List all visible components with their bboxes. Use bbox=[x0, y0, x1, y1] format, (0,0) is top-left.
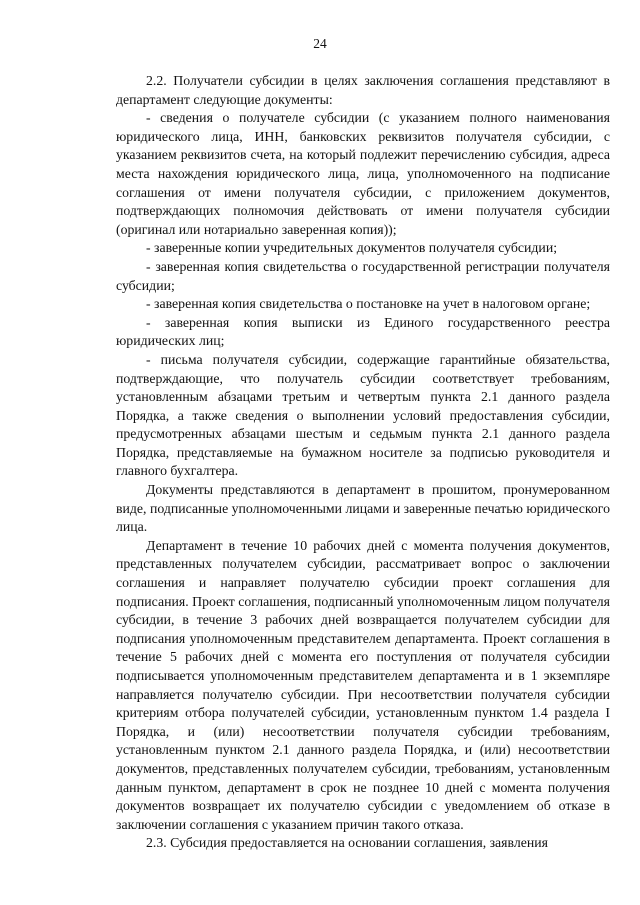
page-number: 24 bbox=[313, 36, 327, 51]
list-item-founding-documents: - заверенные копии учредительных документов получателя субсидии; bbox=[146, 240, 558, 256]
paragraph-documents-format: Документы представляются в департамент в прошитом, пронумерованном виде, подписанные уполномоченными лицами и заверенные печатью юридического лица. bbox=[116, 482, 610, 535]
paragraph-2-2-intro: 2.2. Получатели субсидии в целях заключения соглашения представляют в департамент следующие документы: bbox=[116, 73, 610, 107]
list-item-guarantee-letters: - письма получателя субсидии, содержащие гарантийные обязательства, подтверждающие, что получатель субсидии соответствует требованиям, установленным абзацами третьим и четвертым пункта 2.1 данного раздела Порядка, а также сведения о выполнении условий предоставления субсидии, предусмотренных абзацами шестым и седьмым пункта 2.1 данного раздела Порядка, представляемые на бумажном носителе за подписью руководителя и главного бухгалтера. bbox=[116, 351, 610, 479]
list-item-tax-certificate: - заверенная копия свидетельства о постановке на учет в налоговом органе; bbox=[146, 296, 591, 312]
document-body bbox=[116, 72, 610, 853]
list-item-registration-certificate: - заверенная копия свидетельства о государственной регистрации получателя субсидии; bbox=[116, 258, 610, 293]
paragraph-2-3-start: 2.3. Субсидия предоставляется на основании соглашения, заявления bbox=[146, 835, 548, 851]
list-item-recipient-info: - сведения о получателе субсидии (с указанием полного наименования юридического лица, ИНН, банковских реквизитов получателя субсидии, с указанием реквизитов счета, на который подлежит перечислению субсидия, адреса места нахождения юридического лица, лица, уполномоченного на подписание соглашения от имени получателя субсидии, с приложением документов, подтверждающих полномочия действовать от имени получателя субсидии (оригинал или нотариально заверенная копия)); bbox=[116, 110, 610, 237]
paragraph-department-review: Департамент в течение 10 рабочих дней с момента получения документов, представленных получателем субсидии, рассматривает вопрос о заключении соглашения и направляет получателю субсидии проект соглашения для подписания. Проект соглашения, подписанный уполномоченным лицом получателя субсидии, в течение 3 рабочих дней возвращается получателем субсидии для подписания уполномоченным представителем департамента. Проект соглашения в течение 5 рабочих дней с момента его поступления от получателя субсидии подписывается уполномоченным представителем департамента и в 1 экземпляре направляется получателю субсидии. При несоответствии получателя субсидии критериям отбора получателей субсидии, установленным пунктом 1.4 раздела I Порядка, и (или) несоответствии получателя субсидии требованиям, установленным пунктом 2.1 данного раздела Порядка, и (или) несоответствии документов, представленных получателем субсидии, требованиям, установленным данным пунктом, департамент в срок не позднее 10 дней с момента получения документов возвращает их получателю субсидии с уведомлением об отказе в заключении соглашения с указанием причин такого отказа. bbox=[116, 537, 610, 832]
list-item-registry-extract: - заверенная копия выписки из Единого государственного реестра юридических лиц; bbox=[116, 314, 610, 349]
